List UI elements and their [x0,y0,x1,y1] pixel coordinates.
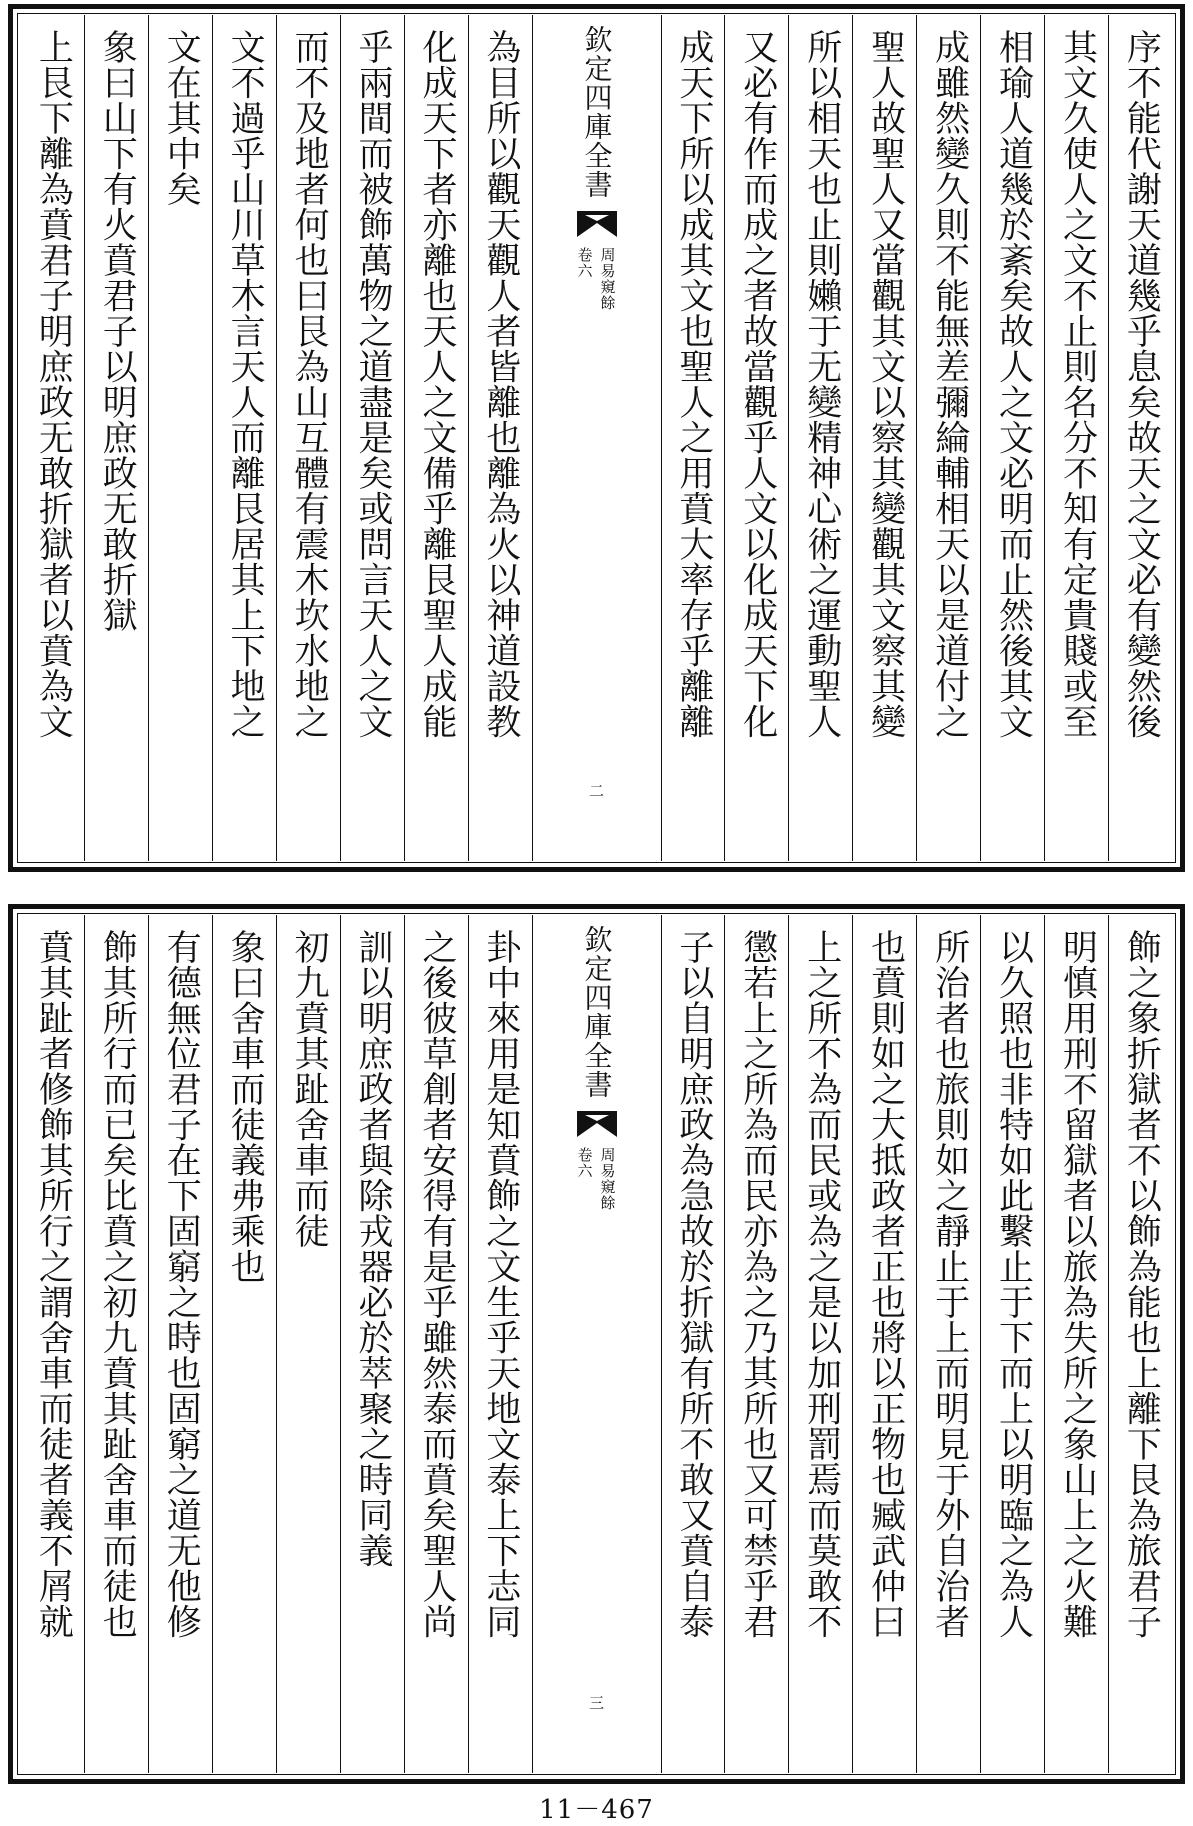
text-column: 之後彼草創者安得有是乎雖然泰而賁矣聖人尚 [404,915,468,1773]
text-column: 化成天下者亦離也天人之文備乎離艮聖人成能 [404,15,468,861]
text-column: 象曰舍車而徒義弗乘也 [212,915,276,1773]
text-column: 又必有作而成之者故當觀乎人文以化成天下化 [724,15,788,861]
text-column: 子以自明庶政為急故於折獄有所不敢又賁自泰 [661,915,725,1773]
text-column: 懲若上之所為而民亦為之乃其所也又可禁乎君 [724,915,788,1773]
text-column: 飾其所行而已矣比賁之初九賁其趾舍車而徒也 [84,915,148,1773]
text-column: 成天下所以成其文也聖人之用賁大率存乎離離 [661,15,725,861]
text-column: 訓以明庶政者與除戎器必於萃聚之時同義 [340,915,404,1773]
center-margin [532,915,661,1773]
book-title: 欽定四庫全書 [580,25,614,199]
page-number: 三 [588,1694,605,1712]
text-column: 以久照也非特如此繫止于下而上以明臨之為人 [980,915,1044,1773]
text-column: 上之所不為而民或為之是以加刑罰焉而莫敢不 [788,915,852,1773]
center-margin [532,15,661,861]
text-column: 序不能代謝天道幾乎息矣故天之文必有變然後 [1108,15,1172,861]
text-column: 相瑜人道幾於紊矣故人之文必明而止然後其文 [980,15,1044,861]
text-column: 卦中來用是知賁飾之文生乎天地文泰上下志同 [468,915,532,1773]
text-column: 其文久使人之文不止則名分不知有定貴賤或至 [1044,15,1108,861]
bottom-page [8,904,1185,1784]
book-title: 欽定四庫全書 [580,925,614,1099]
fishtail-mark-icon [577,211,617,237]
fishtail-mark-icon [577,1111,617,1137]
text-column: 明慎用刑不留獄者以旅為失所之象山上之火難 [1044,915,1108,1773]
text-column: 所以相天也止則嬾于无變精神心術之運動聖人 [788,15,852,861]
text-column: 所治者也旅則如之靜止于上而明見于外自治者 [916,915,980,1773]
text-column: 而不及地者何也曰艮為山互體有震木坎水地之 [276,15,340,861]
text-column: 初九賁其趾舍車而徒 [276,915,340,1773]
volume-label: 卷六 [575,1147,594,1179]
top-page [8,4,1185,872]
text-column: 文不過乎山川草木言天人而離艮居其上下地之 [212,15,276,861]
text-column: 為目所以觀天觀人者皆離也離為火以神道設教 [468,15,532,861]
work-title: 周易窺餘 [598,1147,617,1211]
text-column: 有德無位君子在下固窮之時也固窮之道无他修 [148,915,212,1773]
text-column: 上艮下離為賁君子明庶政无敢折獄者以賁為文 [33,29,74,739]
text-column: 乎兩間而被飾萬物之道盡是矣或問言天人之文 [340,15,404,861]
footer-page-label: 11－467 [539,1795,654,1825]
text-column: 也賁則如之大抵政者正也將以正物也臧武仲曰 [852,915,916,1773]
text-column: 象曰山下有火賁君子以明庶政无敢折獄 [84,15,148,861]
text-column: 文在其中矣 [148,15,212,861]
text-column: 成雖然變久則不能無差彌綸輔相天以是道付之 [916,15,980,861]
text-column: 賁其趾者修飾其所行之謂舍車而徒者義不屑就 [33,929,74,1639]
volume-label: 卷六 [575,247,594,279]
text-column: 飾之象折獄者不以飾為能也上離下艮為旅君子 [1108,915,1172,1773]
page-number: 二 [588,782,605,800]
text-column: 聖人故聖人又當觀其文以察其變觀其文察其變 [852,15,916,861]
work-title: 周易窺餘 [598,247,617,311]
